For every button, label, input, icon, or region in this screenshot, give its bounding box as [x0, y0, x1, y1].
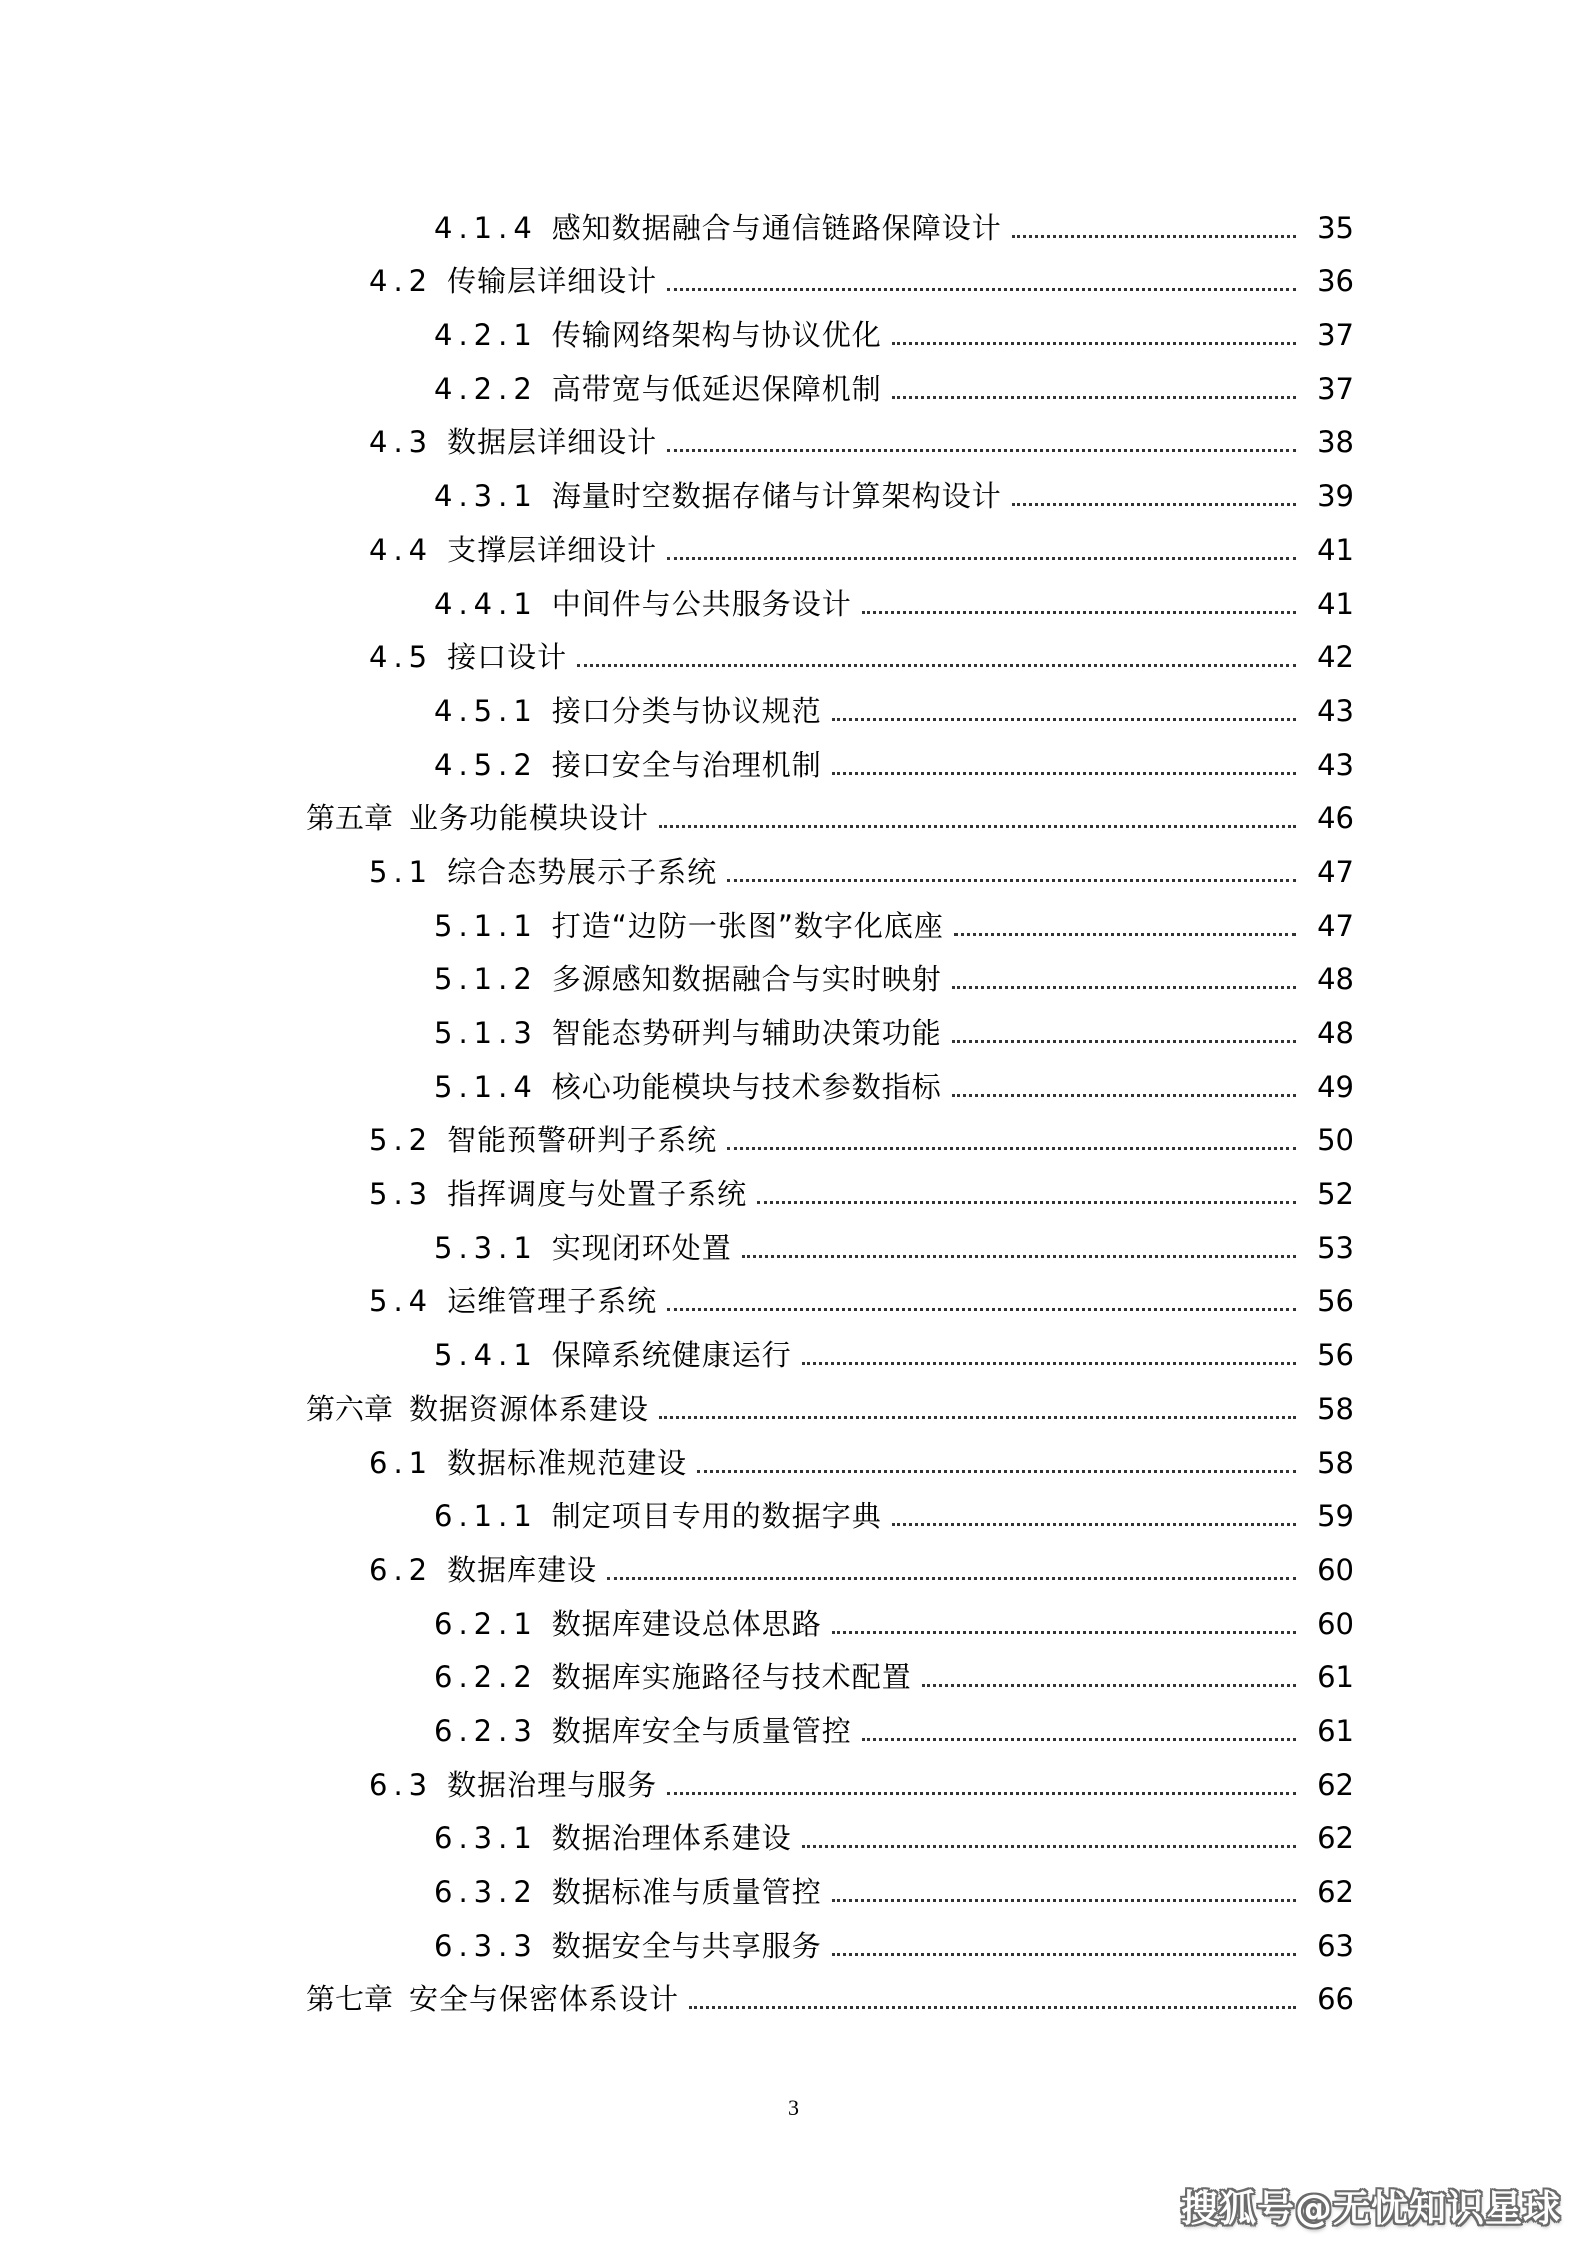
toc-entry-number: 5.4.1 — [434, 1338, 538, 1373]
page-number: 3 — [788, 2095, 799, 2120]
toc-dot-leader — [952, 1094, 1296, 1097]
toc-entry-title: 支撑层详细设计 — [447, 532, 658, 567]
toc-dot-leader — [802, 1845, 1296, 1848]
toc-entry[interactable] — [0, 1433, 1587, 1487]
toc-dot-leader — [892, 342, 1296, 345]
toc-entry-page: 41 — [1317, 586, 1354, 621]
toc-entry-page: 62 — [1317, 1875, 1354, 1909]
toc-dot-leader — [742, 1255, 1296, 1258]
toc-entry-page: 39 — [1317, 479, 1354, 514]
toc-entry[interactable] — [0, 950, 1587, 1004]
toc-entry[interactable] — [0, 466, 1587, 520]
toc-entry-title: 制定项目专用的数据字典 — [551, 1499, 882, 1534]
toc-entry-title: 指挥调度与处置子系统 — [447, 1177, 748, 1212]
toc-entry-number: 5.4 — [369, 1284, 434, 1319]
toc-dot-leader — [802, 1362, 1296, 1365]
toc-entry-title: 数据治理体系建设 — [551, 1821, 792, 1856]
toc-entry-number: 第五章 — [306, 801, 394, 836]
toc-dot-leader — [892, 396, 1296, 399]
toc-entry[interactable] — [0, 252, 1587, 306]
toc-entry-title: 综合态势展示子系统 — [447, 854, 718, 889]
toc-entry-number: 4.1.4 — [434, 210, 538, 245]
toc-entry[interactable] — [0, 842, 1587, 896]
toc-entry-page: 38 — [1317, 425, 1354, 460]
toc-entry-title: 传输层详细设计 — [447, 264, 658, 299]
toc-entry-number: 6.2.1 — [434, 1606, 538, 1641]
toc-entry-number: 6.2 — [369, 1552, 434, 1587]
toc-entry[interactable] — [0, 305, 1587, 359]
toc-entry-number: 4.2.1 — [434, 318, 538, 353]
toc-entry-page: 62 — [1317, 1821, 1354, 1856]
toc-entry-page: 62 — [1317, 1767, 1354, 1802]
toc-dot-leader — [607, 1577, 1296, 1580]
toc-entry[interactable] — [0, 1916, 1587, 1970]
toc-entry[interactable] — [0, 681, 1587, 735]
toc-entry-title: 保障系统健康运行 — [551, 1338, 792, 1373]
toc-dot-leader — [952, 986, 1296, 989]
toc-entry-page: 37 — [1317, 371, 1354, 406]
toc-entry[interactable] — [0, 1648, 1587, 1702]
toc-entry[interactable] — [0, 1701, 1587, 1755]
toc-entry-page: 48 — [1317, 1016, 1354, 1050]
toc-entry-number: 6.3.1 — [434, 1821, 538, 1856]
toc-entry-page: 41 — [1317, 532, 1354, 567]
toc-dot-leader — [727, 1147, 1296, 1150]
toc-entry-title: 智能态势研判与辅助决策功能 — [551, 1016, 942, 1050]
toc-dot-leader — [832, 1953, 1296, 1956]
toc-entry-page: 58 — [1317, 1391, 1354, 1426]
toc-entry[interactable] — [0, 1540, 1587, 1594]
toc-entry-number: 6.1.1 — [434, 1499, 538, 1534]
toc-entry[interactable] — [0, 359, 1587, 413]
toc-entry-title: 打造“边防一张图”数字化底座 — [551, 908, 944, 943]
watermark: 搜狐号@无忧知识星球 — [1181, 2187, 1561, 2230]
toc-dot-leader — [952, 1040, 1296, 1043]
toc-entry-title: 数据治理与服务 — [447, 1767, 658, 1802]
toc-dot-leader — [1012, 503, 1296, 506]
toc-entry-page: 35 — [1317, 210, 1354, 245]
toc-entry[interactable] — [0, 520, 1587, 574]
toc-entry-title: 智能预警研判子系统 — [447, 1123, 718, 1158]
toc-dot-leader — [689, 2006, 1296, 2009]
toc-entry-page: 36 — [1317, 264, 1354, 299]
toc-dot-leader — [862, 611, 1296, 614]
toc-entry-number: 5.1.2 — [434, 962, 538, 997]
toc-entry[interactable] — [0, 1003, 1587, 1057]
toc-entry-number: 4.2.2 — [434, 371, 538, 406]
toc-entry-page: 43 — [1317, 693, 1354, 728]
toc-dot-leader — [892, 1523, 1296, 1526]
toc-entry-page: 48 — [1317, 962, 1354, 997]
toc-entry-title: 接口分类与协议规范 — [551, 693, 822, 728]
toc-entry-title: 接口设计 — [447, 640, 568, 675]
toc-entry-number: 第六章 — [306, 1391, 394, 1426]
toc-entry[interactable] — [0, 1809, 1587, 1863]
toc-dot-leader — [659, 825, 1296, 828]
toc-entry-page: 49 — [1317, 1069, 1354, 1104]
toc-entry-page: 43 — [1317, 747, 1354, 782]
toc-dot-leader — [1012, 235, 1296, 238]
toc-entry-number: 4.5 — [369, 640, 434, 675]
toc-entry-number: 4.5.1 — [434, 693, 538, 728]
toc-dot-leader — [667, 449, 1296, 452]
toc-entry-title: 数据库建设总体思路 — [551, 1606, 822, 1641]
toc-dot-leader — [832, 1631, 1296, 1634]
toc-entry-page: 52 — [1317, 1177, 1354, 1212]
toc-entry-title: 中间件与公共服务设计 — [551, 586, 852, 621]
toc-entry[interactable] — [0, 789, 1587, 843]
toc-dot-leader — [862, 1738, 1296, 1741]
toc-entry-number: 5.1 — [369, 854, 434, 889]
toc-entry-page: 47 — [1317, 908, 1354, 943]
toc-entry-title: 数据库实施路径与技术配置 — [551, 1660, 912, 1695]
toc-entry-title: 安全与保密体系设计 — [409, 1982, 680, 2017]
toc-entry-title: 接口安全与治理机制 — [551, 747, 822, 782]
toc-entry-title: 业务功能模块设计 — [409, 801, 650, 836]
toc-entry-number: 4.4 — [369, 532, 434, 567]
toc-dot-leader — [667, 1792, 1296, 1795]
toc-entry-title: 感知数据融合与通信链路保障设计 — [551, 210, 1002, 245]
toc-entry[interactable] — [0, 574, 1587, 628]
toc-dot-leader — [697, 1470, 1296, 1473]
toc-entry-page: 66 — [1317, 1982, 1354, 2017]
toc-entry-number: 5.1.4 — [434, 1069, 538, 1104]
toc-entry-page: 50 — [1317, 1123, 1354, 1158]
toc-entry-page: 63 — [1317, 1928, 1354, 1963]
toc-entry-page: 61 — [1317, 1660, 1354, 1695]
toc-entry-title: 传输网络架构与协议优化 — [551, 318, 882, 353]
toc-dot-leader — [667, 1308, 1296, 1311]
toc-entry-title: 运维管理子系统 — [447, 1284, 658, 1319]
toc-entry[interactable] — [0, 1379, 1587, 1433]
toc-dot-leader — [727, 879, 1296, 882]
toc-dot-leader — [954, 933, 1296, 936]
toc-entry-page: 61 — [1317, 1713, 1354, 1748]
toc-entry[interactable] — [0, 1755, 1587, 1809]
toc-entry-number: 4.3.1 — [434, 479, 538, 514]
toc-entry[interactable] — [0, 1325, 1587, 1379]
toc-entry-number: 6.2.3 — [434, 1713, 538, 1748]
toc-entry-number: 5.1.3 — [434, 1016, 538, 1050]
toc-entry-title: 高带宽与低延迟保障机制 — [551, 371, 882, 406]
toc-entry-page: 58 — [1317, 1445, 1354, 1480]
toc-entry[interactable] — [0, 735, 1587, 789]
toc-entry-number: 4.2 — [369, 264, 434, 299]
toc-entry-title: 海量时空数据存储与计算架构设计 — [551, 479, 1002, 514]
toc-entry[interactable] — [0, 1164, 1587, 1218]
toc-entry[interactable] — [0, 1218, 1587, 1272]
toc-entry-number: 5.1.1 — [434, 908, 538, 943]
toc-entry[interactable] — [0, 198, 1587, 252]
toc-entry[interactable] — [0, 1111, 1587, 1165]
toc-entry-page: 59 — [1317, 1499, 1354, 1534]
toc-entry[interactable] — [0, 896, 1587, 950]
toc-entry-title: 数据资源体系建设 — [409, 1391, 650, 1426]
toc-entry-number: 5.3.1 — [434, 1230, 538, 1265]
toc-dot-leader — [922, 1684, 1296, 1687]
toc-dot-leader — [832, 772, 1296, 775]
toc-dot-leader — [659, 1416, 1296, 1419]
toc-entry-page: 60 — [1317, 1606, 1354, 1641]
toc-entry-number: 4.5.2 — [434, 747, 538, 782]
toc-entry-page: 60 — [1317, 1552, 1354, 1587]
toc-entry[interactable] — [0, 628, 1587, 682]
toc-entry-number: 6.3.2 — [434, 1875, 538, 1909]
toc-dot-leader — [757, 1201, 1296, 1204]
toc-dot-leader — [832, 1899, 1296, 1902]
toc-entry-number: 5.3 — [369, 1177, 434, 1212]
toc-entry-title: 数据标准规范建设 — [447, 1445, 688, 1480]
toc-entry-page: 42 — [1317, 640, 1354, 675]
toc-entry-page: 37 — [1317, 318, 1354, 353]
toc-entry[interactable] — [0, 1862, 1587, 1916]
toc-entry[interactable] — [0, 1487, 1587, 1541]
toc-entry-number: 4.3 — [369, 425, 434, 460]
toc-entry[interactable] — [0, 413, 1587, 467]
toc-entry-page: 53 — [1317, 1230, 1354, 1265]
toc-entry[interactable] — [0, 1272, 1587, 1326]
toc-entry-page: 46 — [1317, 801, 1354, 836]
toc-entry-title: 实现闭环处置 — [551, 1230, 732, 1265]
toc-entry[interactable] — [0, 1970, 1587, 2024]
toc-entry-number: 5.2 — [369, 1123, 434, 1158]
toc-entry-title: 数据标准与质量管控 — [551, 1875, 822, 1909]
toc-dot-leader — [577, 664, 1296, 667]
toc-entry[interactable] — [0, 1057, 1587, 1111]
toc-entry-number: 4.4.1 — [434, 586, 538, 621]
toc-entry-number: 6.3 — [369, 1767, 434, 1802]
table-of-contents — [0, 198, 1587, 2023]
toc-entry-page: 56 — [1317, 1284, 1354, 1319]
toc-entry-page: 47 — [1317, 854, 1354, 889]
toc-entry-number: 6.1 — [369, 1445, 434, 1480]
toc-entry-title: 多源感知数据融合与实时映射 — [551, 962, 942, 997]
toc-entry-number: 第七章 — [306, 1982, 394, 2017]
toc-dot-leader — [667, 288, 1296, 291]
toc-entry-title: 数据层详细设计 — [447, 425, 658, 460]
toc-entry-title: 核心功能模块与技术参数指标 — [551, 1069, 942, 1104]
toc-entry-page: 56 — [1317, 1338, 1354, 1373]
toc-entry-number: 6.3.3 — [434, 1928, 538, 1963]
toc-entry-title: 数据库建设 — [447, 1552, 598, 1587]
toc-entry-title: 数据安全与共享服务 — [551, 1928, 822, 1963]
toc-dot-leader — [832, 718, 1296, 721]
toc-entry-title: 数据库安全与质量管控 — [551, 1713, 852, 1748]
toc-entry-number: 6.2.2 — [434, 1660, 538, 1695]
toc-entry[interactable] — [0, 1594, 1587, 1648]
toc-dot-leader — [667, 557, 1296, 560]
